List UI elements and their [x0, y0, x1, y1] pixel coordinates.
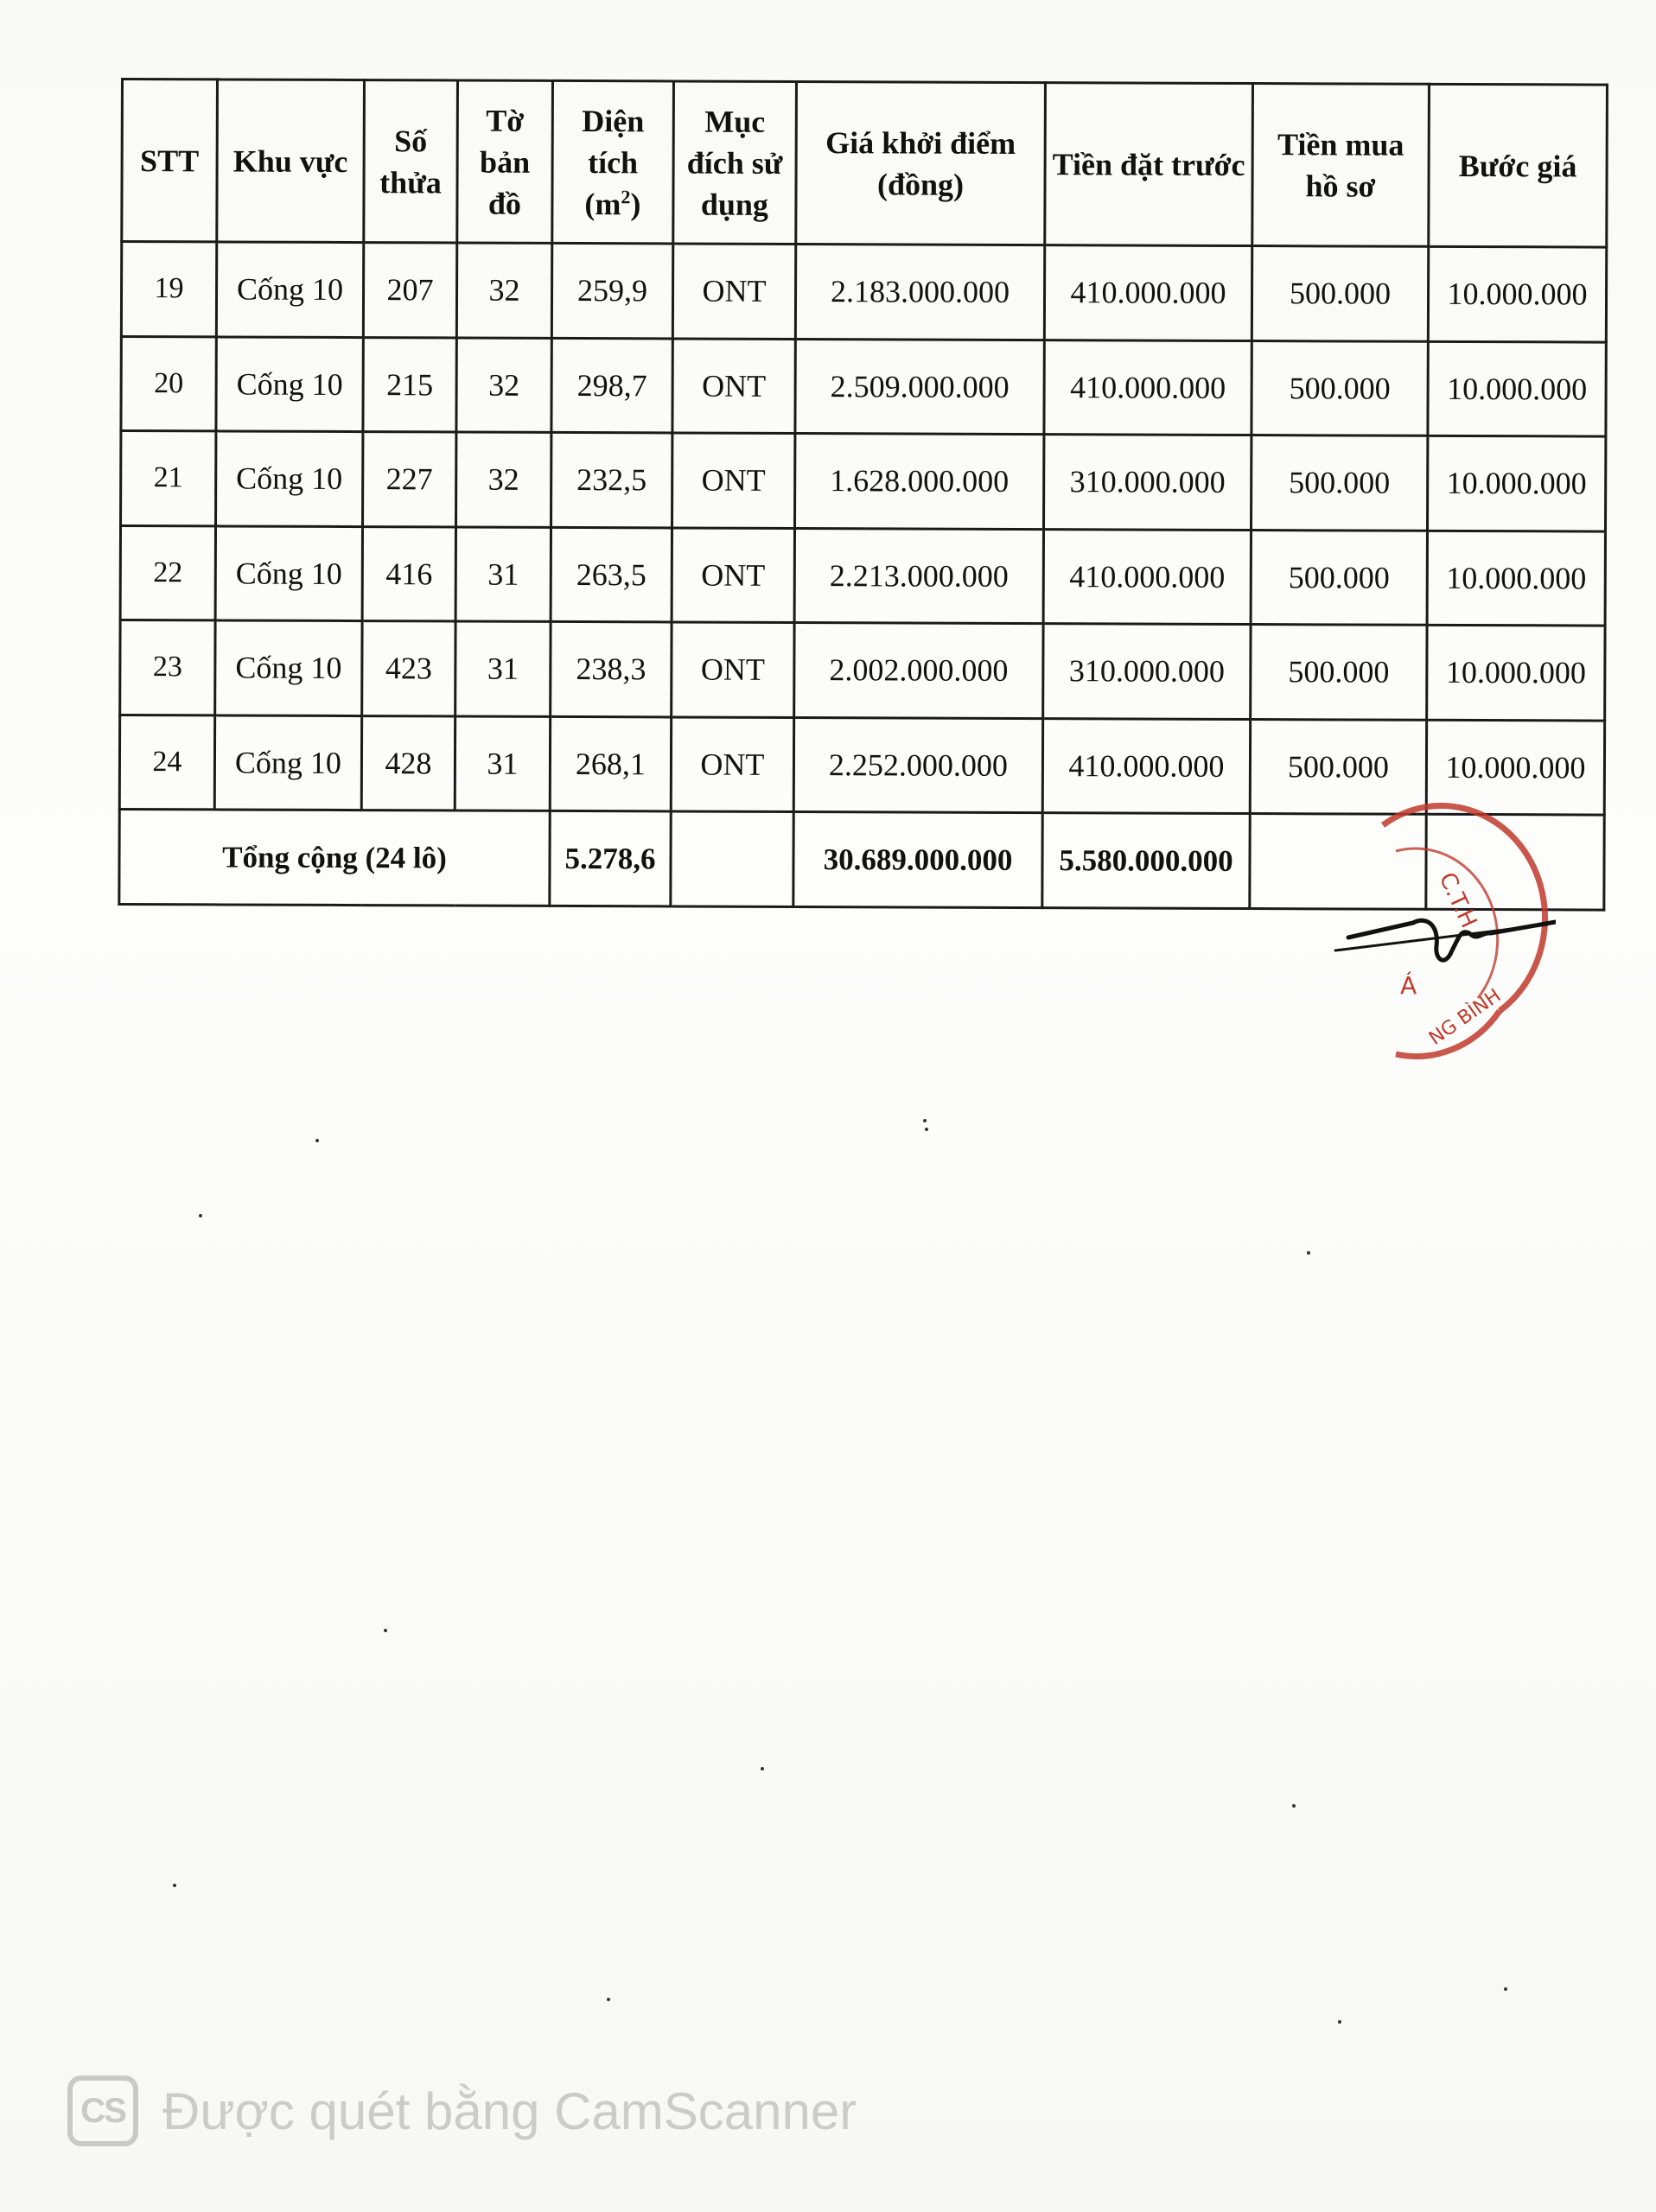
cell-tien-mua-ho-so: 500.000 [1251, 625, 1427, 720]
header-gia-khoi-diem: Giá khởi điểm (đồng) [796, 82, 1046, 245]
cell-khu-vuc: Cống 10 [215, 620, 362, 715]
camscanner-text: Được quét bằng CamScanner [162, 2082, 857, 2140]
header-to-ban-do: Tờ bản đồ [457, 80, 553, 243]
cell-so-thua: 416 [362, 526, 455, 621]
table-header-row [122, 79, 1608, 248]
cell-dien-tich: 238,3 [551, 621, 672, 716]
header-tien-mua-ho-so: Tiền mua hồ sơ [1252, 84, 1430, 247]
cell-dien-tich: 298,7 [551, 338, 672, 433]
table-row [121, 336, 1606, 436]
seal-text-bottom: NG BÌNH [1425, 984, 1506, 1050]
cell-stt: 23 [120, 620, 215, 715]
cell-so-thua: 227 [363, 432, 456, 527]
cell-to-ban-do: 31 [455, 715, 550, 810]
header-khu-vuc: Khu vực [217, 79, 365, 243]
cell-muc-dich: ONT [672, 527, 794, 622]
cell-gia-khoi-diem: 2.183.000.000 [795, 244, 1044, 340]
signature-underline [1335, 925, 1547, 950]
cell-dien-tich: 259,9 [551, 243, 672, 338]
cell-tien-dat-truoc: 410.000.000 [1044, 245, 1252, 340]
cell-stt: 20 [121, 336, 216, 431]
seal-text-top: C.T.H [1433, 868, 1482, 932]
cell-muc-dich: ONT [672, 338, 795, 433]
cell-stt: 24 [119, 715, 214, 810]
total-starting-price: 30.689.000.000 [793, 811, 1042, 907]
header-muc-dich: Mục đích sử dụng [673, 81, 797, 245]
cell-dien-tich: 263,5 [551, 527, 672, 622]
cell-dien-tich: 268,1 [550, 716, 671, 811]
header-dien-tich-label: Diện tích (m [582, 103, 645, 221]
cell-to-ban-do: 32 [456, 337, 551, 432]
cell-khu-vuc: Cống 10 [216, 336, 363, 431]
header-dien-tich [552, 80, 674, 244]
table-row [120, 525, 1605, 626]
cell-to-ban-do: 32 [456, 432, 551, 527]
signature-stroke [1348, 916, 1556, 960]
cell-khu-vuc: Cống 10 [216, 431, 363, 526]
cell-muc-dich: ONT [672, 244, 795, 339]
area-unit-superscript: 2 [621, 185, 631, 207]
cell-so-thua: 423 [362, 621, 455, 716]
cell-gia-khoi-diem: 2.213.000.000 [794, 528, 1043, 624]
cell-stt: 21 [121, 431, 216, 526]
header-stt: STT [122, 79, 218, 242]
camscanner-logo-icon: CS [67, 2075, 138, 2146]
cell-muc-dich: ONT [671, 716, 793, 811]
cell-to-ban-do: 32 [456, 243, 551, 338]
table-row [120, 620, 1605, 721]
cell-to-ban-do: 31 [455, 526, 551, 621]
red-seal-stamp [1331, 795, 1556, 1080]
cell-khu-vuc: Cống 10 [215, 525, 362, 620]
cell-stt: 19 [121, 242, 216, 337]
camscanner-watermark [67, 2074, 857, 2148]
cell-buoc-gia: 10.000.000 [1427, 435, 1605, 531]
header-so-thua: Số thửa [364, 80, 458, 243]
cell-so-thua: 428 [361, 715, 455, 810]
cell-tien-dat-truoc: 410.000.000 [1042, 718, 1250, 813]
cell-buoc-gia: 10.000.000 [1426, 720, 1604, 815]
cell-gia-khoi-diem: 1.628.000.000 [795, 433, 1044, 529]
cell-stt: 22 [120, 525, 215, 620]
cell-muc-dich: ONT [672, 622, 794, 717]
total-area: 5.278,6 [550, 810, 671, 906]
cell-buoc-gia: 10.000.000 [1428, 341, 1606, 436]
cell-gia-khoi-diem: 2.509.000.000 [795, 339, 1044, 435]
cell-tien-dat-truoc: 410.000.000 [1043, 529, 1251, 624]
cell-muc-dich: ONT [672, 433, 795, 528]
cell-so-thua: 215 [363, 337, 456, 432]
cell-buoc-gia: 10.000.000 [1427, 625, 1605, 720]
cell-tien-mua-ho-so: 500.000 [1252, 246, 1428, 341]
cell-tien-mua-ho-so: 500.000 [1251, 530, 1427, 625]
cell-buoc-gia: 10.000.000 [1427, 531, 1605, 626]
cell-buoc-gia: 10.000.000 [1428, 246, 1606, 341]
cell-tien-mua-ho-so: 500.000 [1252, 340, 1428, 435]
cell-khu-vuc: Cống 10 [214, 715, 361, 810]
cell-tien-dat-truoc: 310.000.000 [1044, 435, 1252, 530]
cell-so-thua: 207 [363, 243, 456, 338]
cell-tien-dat-truoc: 310.000.000 [1043, 624, 1251, 719]
cell-dien-tich: 232,5 [551, 432, 672, 527]
cell-tien-dat-truoc: 410.000.000 [1044, 340, 1252, 435]
area-unit-close: ) [630, 186, 641, 221]
total-label: Tổng cộng (24 lô) [119, 809, 550, 906]
cell-to-ban-do: 31 [455, 621, 551, 716]
header-buoc-gia: Bước giá [1429, 84, 1608, 247]
cell-gia-khoi-diem: 2.252.000.000 [793, 717, 1042, 813]
header-tien-dat-truoc: Tiền đặt trước [1045, 83, 1253, 246]
seal-text-mid: Á [1400, 971, 1417, 1000]
cell-tien-mua-ho-so: 500.000 [1252, 435, 1428, 531]
cell-gia-khoi-diem: 2.002.000.000 [794, 622, 1043, 718]
table-row [121, 242, 1606, 342]
cell-tien-mua-ho-so: 500.000 [1250, 719, 1426, 814]
total-deposit: 5.580.000.000 [1042, 813, 1250, 909]
total-empty-purpose [671, 811, 793, 907]
cell-khu-vuc: Cống 10 [216, 242, 363, 337]
table-row [121, 431, 1606, 531]
auction-lots-table [118, 78, 1608, 912]
